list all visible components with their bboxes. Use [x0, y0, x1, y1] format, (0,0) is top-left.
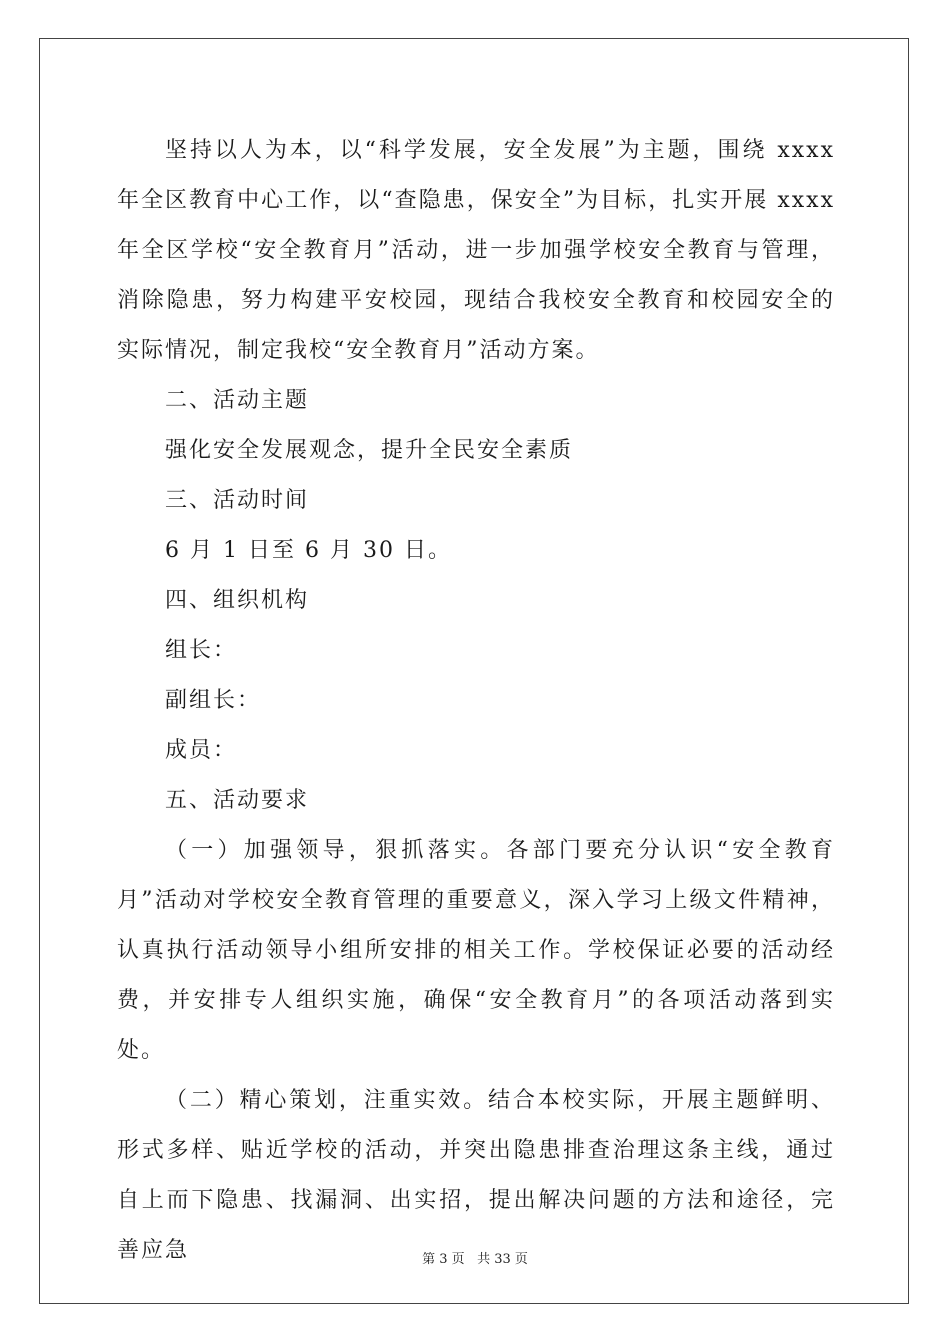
- paragraph-requirement-1: （一）加强领导，狠抓落实。各部门要充分认识“安全教育月”活动对学校安全教育管理的重要意义，深入学习上级文件精神，认真执行活动领导小组所安排的相关工作。学校保证必要的活动经费，并安排专人组织实施，确保“安全教育月”的各项活动落到实处。: [117, 838, 835, 1063]
- paragraph-theme: 强化安全发展观念，提升全民安全素质: [165, 438, 574, 463]
- heading-activity-time: 三、活动时间: [165, 488, 310, 513]
- heading-activity-theme: 二、活动主题: [165, 388, 310, 413]
- page-footer: [0, 1248, 950, 1267]
- paragraph-leader: 组长：: [165, 638, 238, 663]
- heading-activity-requirements: 五、活动要求: [165, 788, 310, 813]
- paragraph-time: 6 月 1 日至 6 月 30 日。: [165, 538, 452, 563]
- paragraph-members: 成员：: [165, 738, 238, 763]
- page-number: 第 3 页: [422, 1252, 465, 1267]
- paragraph-intro: 坚持以人为本，以“科学发展，安全发展”为主题，围绕 xxxx 年全区教育中心工作，以“查隐患，保安全”为目标，扎实开展 xxxx 年全区学校“安全教育月”活动，进一步加强学校安全教育与管理，消除隐患，努力构建平安校园，现结合我校安全教育和校园安全的实际情况，制定我校“安全教育月”活动方案。: [117, 138, 835, 363]
- paragraph-requirement-2: （二）精心策划，注重实效。结合本校实际，开展主题鲜明、形式多样、贴近学校的活动，并突出隐患排查治理这条主线，通过自上而下隐患、找漏洞、出实招，提出解决问题的方法和途径，完善应急: [117, 1088, 835, 1263]
- page-total: 共 33 页: [477, 1252, 528, 1267]
- document-body: [117, 126, 835, 1276]
- heading-organization: 四、组织机构: [165, 588, 310, 613]
- paragraph-deputy-leader: 副组长：: [165, 688, 262, 713]
